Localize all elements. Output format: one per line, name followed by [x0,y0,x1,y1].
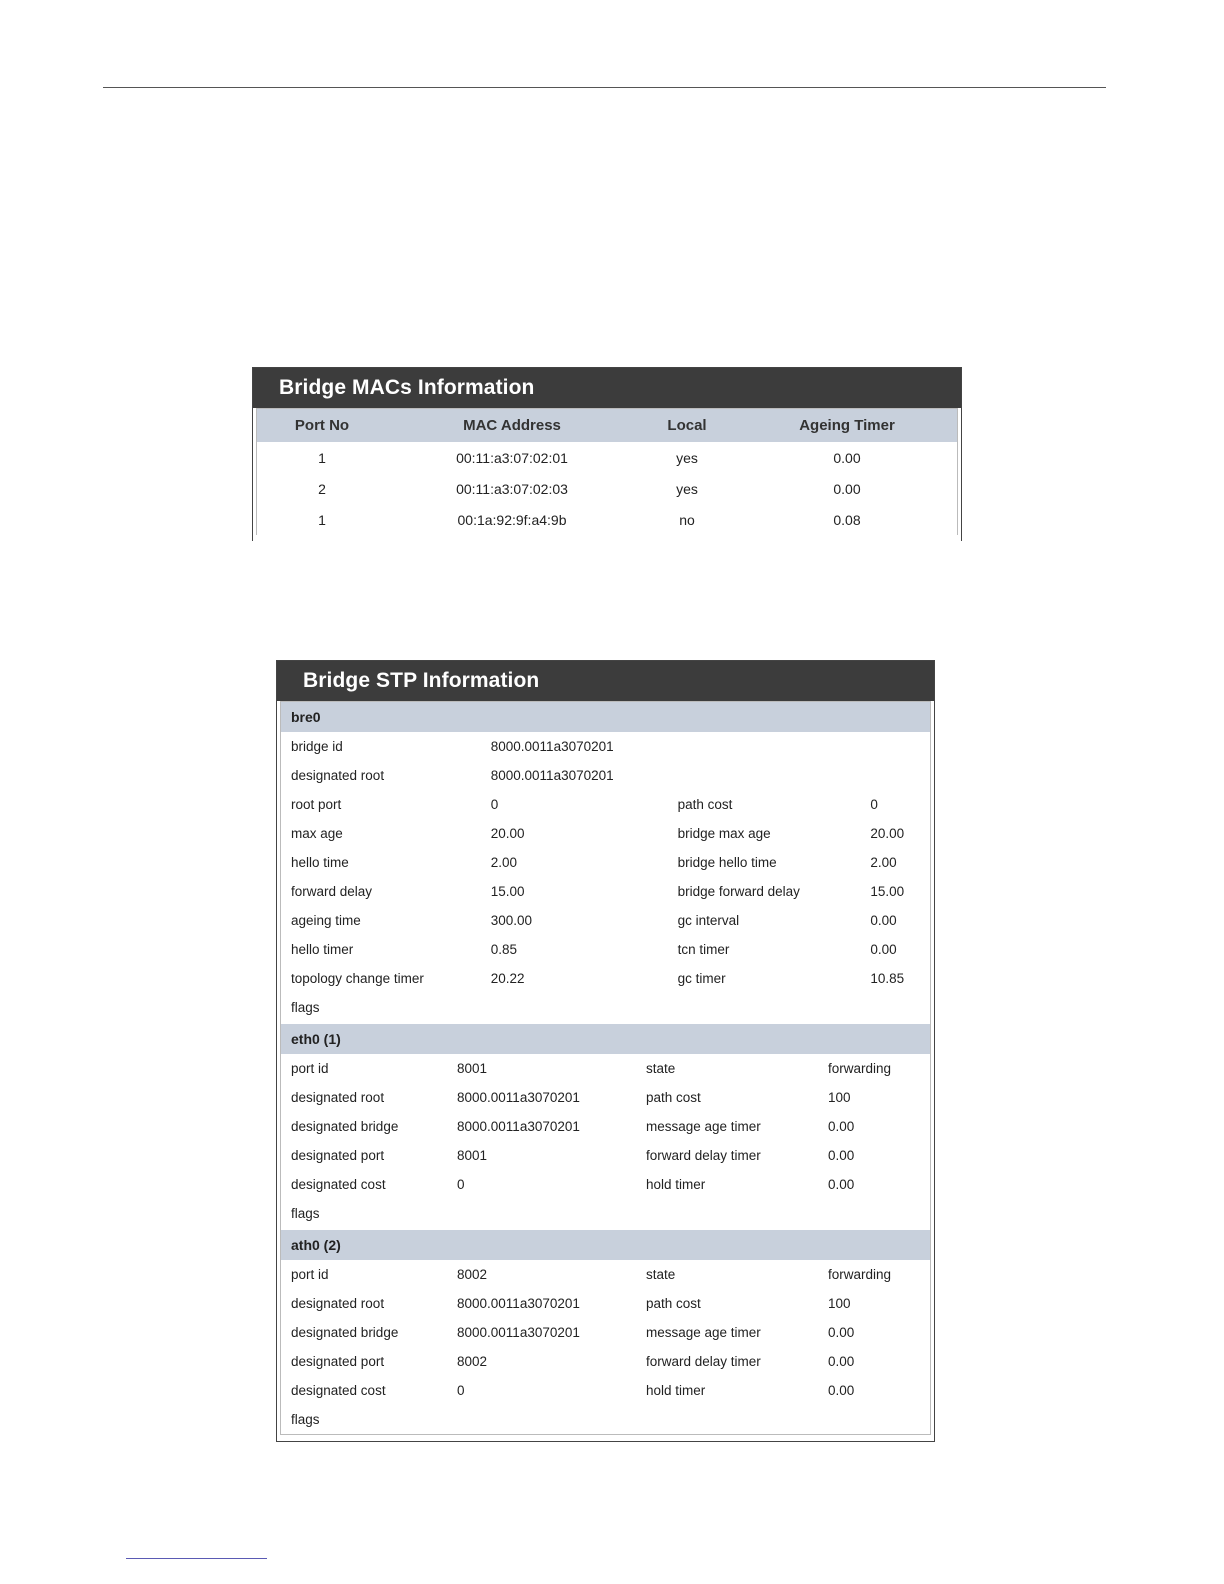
stp-row [281,1054,930,1083]
field-label: port id [291,1267,329,1282]
field-value: 8002 [457,1354,488,1369]
field-label: port id [291,1061,329,1076]
field-value: 0 [457,1383,465,1398]
field-label: hello time [291,855,349,870]
field-label: forward delay timer [646,1148,761,1163]
field-value: 0 [870,797,878,812]
stp-row [281,877,930,906]
field-label [678,732,871,761]
stp-row [281,1260,930,1289]
field-value: 8000.0011a3070201 [457,1090,580,1105]
stp-row [281,790,930,819]
field-value: 100 [828,1296,851,1311]
port-no-cell: 1 [318,511,326,528]
field-label: path cost [646,1296,701,1311]
stp-row [281,1405,930,1434]
table-row [257,442,957,473]
field-label: flags [291,1206,320,1221]
table-row [257,473,957,504]
ageing-timer-cell: 0.00 [833,480,861,497]
header-rule [103,87,1106,88]
field-value [491,993,678,1022]
field-value: 20.00 [490,826,525,841]
field-label: designated cost [291,1177,386,1192]
field-label: path cost [677,797,733,812]
field-value: 15.00 [490,884,525,899]
field-value: 0.00 [828,1148,855,1163]
local-cell: yes [676,449,698,466]
field-label: message age timer [646,1119,761,1134]
field-value: 8000.0011a3070201 [457,1296,580,1311]
table-row [257,504,957,535]
mac-table-header [257,409,957,442]
field-value: 300.00 [490,913,533,928]
stp-row [281,1318,930,1347]
field-label: hold timer [646,1177,706,1192]
field-label: designated bridge [291,1119,399,1134]
field-value: 0.00 [828,1383,855,1398]
field-value: 2.00 [870,855,897,870]
field-value [870,732,930,761]
field-value: 0.00 [828,1354,855,1369]
field-label: topology change timer [291,971,424,986]
stp-row [281,1347,930,1376]
field-value [828,1405,928,1434]
field-value: 0.00 [828,1325,855,1340]
field-value: 10.85 [870,971,905,986]
field-label: ageing time [291,913,361,928]
field-label [646,1405,828,1434]
field-value: 2.00 [490,855,518,870]
bridge-macs-panel [252,367,962,541]
field-value [457,1405,646,1434]
port-no-cell: 1 [318,449,326,466]
port-no-cell: 2 [318,480,326,497]
field-label: gc timer [677,971,726,986]
field-label [678,761,871,790]
field-value: forwarding [828,1267,892,1282]
field-value: 0.00 [828,1177,855,1192]
stp-row [281,1289,930,1318]
field-label: designated root [291,1090,385,1105]
mac-address-cell: 00:11:a3:07:02:03 [456,480,568,497]
column-header-port-no: Port No [294,417,350,434]
field-value: 0 [457,1177,465,1192]
field-label: path cost [646,1090,701,1105]
field-value: 0.00 [828,1119,855,1134]
stp-row [281,935,930,964]
section-header-ath0: ath0 (2) [281,1230,930,1260]
field-value: 0.85 [490,942,518,957]
field-label: bridge id [291,739,343,754]
field-label: bridge max age [677,826,771,841]
stp-row [281,1112,930,1141]
field-label: state [646,1267,676,1282]
column-header-ageing-timer: Ageing Timer [799,417,895,434]
field-value: 8000.0011a3070201 [457,1325,580,1340]
stp-row [281,1141,930,1170]
local-cell: yes [676,480,698,497]
field-value: 8001 [457,1148,488,1163]
field-label: gc interval [677,913,740,928]
stp-row [281,1199,930,1228]
field-value [870,761,930,790]
stp-row [281,993,930,1022]
column-header-mac-address: MAC Address [463,417,561,434]
field-value: 8000.0011a3070201 [490,768,614,783]
mac-table [256,408,958,535]
section-header-eth0: eth0 (1) [281,1024,930,1054]
field-value: 20.22 [490,971,525,986]
field-label: designated bridge [291,1325,399,1340]
column-header-local: Local [667,417,707,434]
field-label: hello timer [291,942,354,957]
stp-row [281,1170,930,1199]
stp-row [281,848,930,877]
field-value: 0.00 [870,942,897,957]
field-label [678,993,871,1022]
field-value [457,1199,646,1228]
field-value: 8000.0011a3070201 [457,1119,580,1134]
footer-rule [126,1558,267,1559]
field-value: 8002 [457,1267,488,1282]
local-cell: no [679,511,695,528]
field-label: max age [291,826,343,841]
field-label: designated port [291,1148,385,1163]
bridge-stp-panel [276,660,935,1442]
field-value: 100 [828,1090,851,1105]
field-label: state [646,1061,676,1076]
field-label: designated root [291,768,385,783]
field-value: 20.00 [870,826,905,841]
field-value: 8000.0011a3070201 [490,739,614,754]
stp-row [281,1083,930,1112]
field-label: forward delay timer [646,1354,761,1369]
stp-row [281,819,930,848]
bridge-stp-title: Bridge STP Information [277,661,934,701]
field-label: bridge hello time [677,855,777,870]
field-label [646,1199,828,1228]
field-label: designated cost [291,1383,386,1398]
field-label: forward delay [291,884,373,899]
stp-row [281,732,930,761]
bridge-macs-title: Bridge MACs Information [253,368,961,408]
field-label: bridge forward delay [677,884,800,899]
stp-row [281,906,930,935]
mac-address-cell: 00:1a:92:9f:a4:9b [457,511,567,528]
ageing-timer-cell: 0.00 [833,449,861,466]
stp-table [280,701,931,1435]
field-label: hold timer [646,1383,706,1398]
field-value: 0 [490,797,499,812]
field-value: forwarding [828,1061,892,1076]
stp-row [281,1376,930,1405]
field-label: message age timer [646,1325,761,1340]
field-value [828,1199,928,1228]
stp-row [281,761,930,790]
field-label: tcn timer [677,942,730,957]
field-value: 0.00 [870,913,897,928]
field-label: designated root [291,1296,385,1311]
mac-address-cell: 00:11:a3:07:02:01 [456,449,568,466]
field-value: 15.00 [870,884,905,899]
field-label: root port [291,797,342,812]
field-label: flags [291,1000,320,1015]
stp-row [281,964,930,993]
field-value: 8001 [457,1061,488,1076]
field-value [870,993,930,1022]
ageing-timer-cell: 0.08 [833,511,861,528]
field-label: designated port [291,1354,385,1369]
section-header-bridge: bre0 [281,702,930,732]
field-label: flags [291,1412,320,1427]
